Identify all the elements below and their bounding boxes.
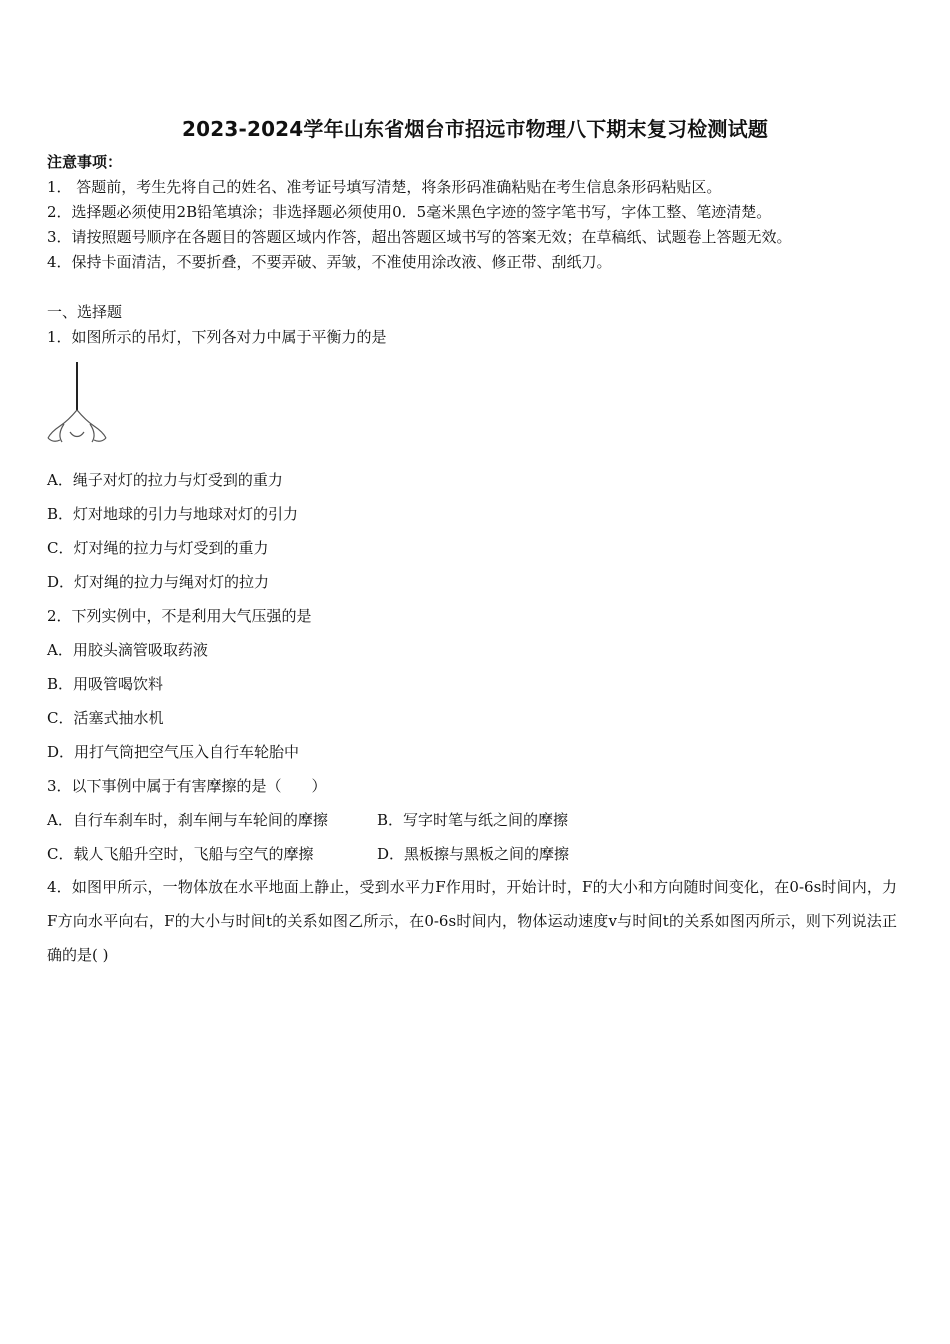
question-1-option-c: C．灯对绳的拉力与灯受到的重力 [47,539,269,557]
question-3-stem: 3．以下事例中属于有害摩擦的是（ ） [47,777,327,795]
chandelier-figure [44,360,114,452]
question-2-option-d: D．用打气筒把空气压入自行车轮胎中 [47,743,300,761]
notice-item: 3．请按照题号顺序在各题目的答题区域内作答，超出答题区域书写的答案无效；在草稿纸、试题卷上答题无效。 [47,228,792,246]
lamp-shade [48,410,106,442]
page-title: 2023-2024学年山东省烟台市招远市物理八下期末复习检测试题 [181,117,769,141]
question-1-option-d: D．灯对绳的拉力与绳对灯的拉力 [47,573,270,591]
notice-item: 2．选择题必须使用2B铅笔填涂；非选择题必须使用0．5毫米黑色字迹的签字笔书写，字体工整、笔迹清楚。 [47,203,772,221]
question-3-option-b: B．写字时笔与纸之间的摩擦 [377,811,569,829]
question-3-option-d: D．黑板擦与黑板之间的摩擦 [377,845,570,863]
question-1-stem: 1．如图所示的吊灯，下列各对力中属于平衡力的是 [47,328,387,346]
question-3-option-c: C．载人飞船升空时，飞船与空气的摩擦 [47,845,314,863]
question-2-option-c: C．活塞式抽水机 [47,709,164,727]
question-2-option-b: B．用吸管喝饮料 [47,675,164,693]
question-2-stem: 2．下列实例中，不是利用大气压强的是 [47,607,312,625]
notice-item: 1． 答题前，考生先将自己的姓名、准考证号填写清楚，将条形码准确粘贴在考生信息条形码粘贴区。 [47,178,722,196]
section-heading: 一、选择题 [47,303,123,321]
question-4-stem: 4．如图甲所示，一物体放在水平地面上静止，受到水平力F作用时，开始计时，F的大小和方向随时间变化，在0-6s时间内，力F方向水平向右，F的大小与时间t的关系如图乙所示，在0-6s时间内，物体运动速度v与时间t的关系如图丙所示，则下列说法正确的是( ) [47,878,897,964]
question-3-option-a: A．自行车刹车时，刹车闸与车轮间的摩擦 [47,811,328,829]
question-1-option-b: B．灯对地球的引力与地球对灯的引力 [47,505,299,523]
notice-item: 4．保持卡面清洁，不要折叠，不要弄破、弄皱，不准使用涂改液、修正带、刮纸刀。 [47,253,612,271]
notice-heading: 注意事项： [47,153,123,171]
question-2-option-a: A．用胶头滴管吸取药液 [47,641,208,659]
question-1-option-a: A．绳子对灯的拉力与灯受到的重力 [47,471,283,489]
